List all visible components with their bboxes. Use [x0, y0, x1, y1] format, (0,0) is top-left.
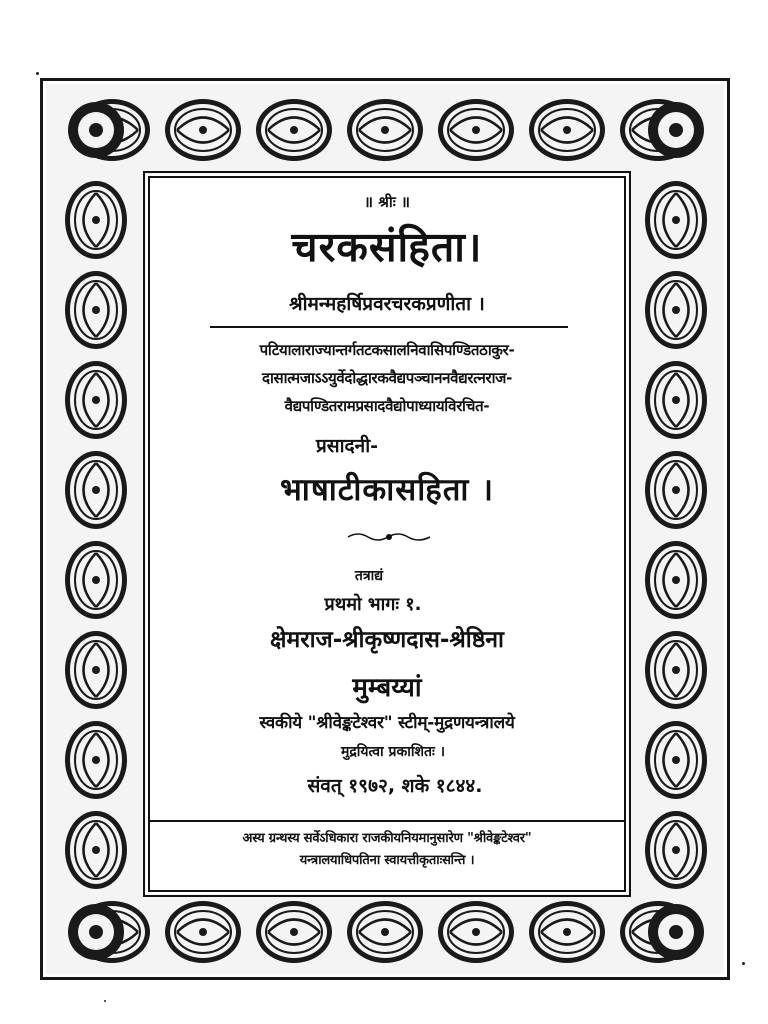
scan-speck [36, 72, 39, 75]
author-line-2: दासात्मजाऽऽयुर्वेदोद्धारकवैद्यपञ्चाननवैद्यरत्नराज- [261, 369, 512, 387]
border-medallion [165, 901, 241, 963]
border-medallion [256, 99, 332, 161]
border-medallion [65, 721, 127, 799]
border-medallion [256, 901, 332, 963]
border-medallion [645, 811, 707, 889]
scan-speck [104, 1000, 106, 1002]
border-medallion [65, 271, 127, 349]
border-medallion [529, 901, 605, 963]
author-line-1: पटियालाराज्यान्तर्गतटकसालनिवासिपण्डितठाकुर- [259, 341, 515, 359]
publisher-name: क्षेमराज-श्रीकृष्णदास-श्रेष्ठिना [270, 627, 504, 653]
corner-rosette [68, 102, 124, 158]
city-name: मुम्बय्यां [352, 673, 422, 703]
ornament-flourish [346, 530, 432, 544]
border-medallion [645, 271, 707, 349]
corner-rosette [68, 904, 124, 960]
border-medallion [165, 99, 241, 161]
border-medallion [645, 451, 707, 529]
border-medallion [645, 541, 707, 619]
border-medallion [529, 99, 605, 161]
border-medallion [645, 181, 707, 259]
author-line-3: वैद्यपण्डितरामप्रसादवैद्योपाध्यायविरचित- [284, 397, 490, 415]
divider [210, 326, 568, 328]
scan-speck [742, 962, 745, 965]
part-label: प्रथमो भागः १. [324, 594, 422, 615]
invocation: ॥ श्रीः ॥ [364, 193, 410, 211]
corner-rosette [648, 102, 704, 158]
border-medallion [645, 721, 707, 799]
border-medallion [438, 99, 514, 161]
commentary-description: भाषाटीकासहिता । [280, 472, 494, 508]
printed-label: मुद्रयित्वा प्रकाशितः । [340, 744, 446, 760]
press-name: स्वकीये "श्रीवेङ्कटेश्वर" स्टीम्-मुद्रणयन्त्रालये [259, 713, 515, 733]
border-medallion [65, 541, 127, 619]
copyright-line-2: यन्त्रालयाधिपतिना स्वायत्तीकृताःसन्ति । [299, 853, 475, 868]
border-medallion [645, 361, 707, 439]
border-medallion [438, 901, 514, 963]
border-medallion [65, 451, 127, 529]
border-medallion [65, 811, 127, 889]
border-medallion [645, 631, 707, 709]
copyright-divider [150, 820, 624, 822]
border-medallion [65, 181, 127, 259]
book-title: चरकसंहिता। [291, 223, 483, 271]
copyright-line-1: अस्य ग्रन्थस्य सर्वेऽधिकारा राजकीयनियमानुसारेण "श्रीवेङ्कटेश्वर" [242, 831, 532, 846]
book-subtitle: श्रीमन्महर्षिप्रवरचरकप्रणीता । [289, 293, 485, 315]
tatradya-label: तत्राद्यं [354, 568, 384, 584]
commentary-name: प्रसादनी- [315, 435, 379, 457]
publication-date: संवत् १९७२, शके १८४४. [307, 775, 483, 797]
border-medallion [65, 631, 127, 709]
border-medallion [347, 901, 423, 963]
corner-rosette [648, 904, 704, 960]
border-medallion [65, 361, 127, 439]
title-panel [148, 176, 626, 892]
border-medallion [347, 99, 423, 161]
